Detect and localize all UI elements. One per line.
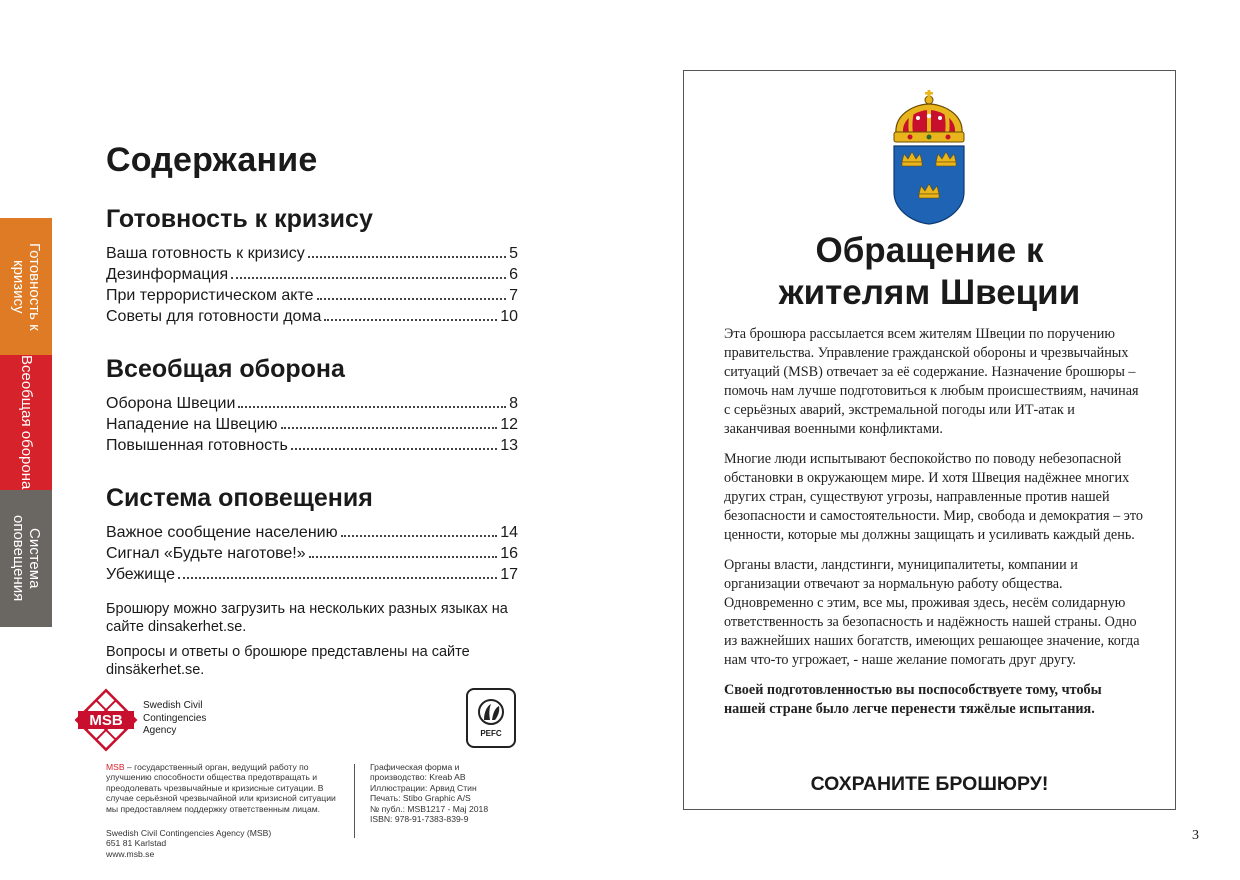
- toc-leader-dots: [308, 256, 506, 258]
- toc-section-heading: Всеобщая оборона: [106, 355, 345, 383]
- credit-line: № публ.: MSB1217 - Maj 2018: [370, 803, 489, 814]
- page-number: 3: [1192, 828, 1199, 843]
- toc-entry-page: 14: [500, 524, 518, 541]
- toc-entry-page: 16: [500, 545, 518, 562]
- toc-section-heading: Готовность к кризису: [106, 205, 373, 233]
- toc-leader-dots: [231, 277, 506, 279]
- msb-address: [106, 828, 342, 859]
- pefc-logo: [466, 688, 516, 748]
- toc-entry-page: 13: [500, 437, 518, 454]
- toc-entry-label: Повышенная готовность: [106, 437, 288, 454]
- toc-entry-page: 7: [509, 287, 518, 304]
- msb-name-line: Agency: [143, 725, 177, 736]
- toc-entry[interactable]: [106, 393, 518, 414]
- toc-entry-label: Ваша готовность к кризису: [106, 245, 305, 262]
- toc-entry[interactable]: [106, 243, 518, 264]
- toc-entry-label: Нападение на Швецию: [106, 416, 278, 433]
- toc-entry[interactable]: [106, 543, 518, 564]
- divider: [354, 764, 355, 838]
- pefc-tree-icon: [475, 698, 507, 726]
- toc-entry-page: 8: [509, 395, 518, 412]
- toc-leader-dots: [178, 577, 497, 579]
- credit-line: Графическая форма и: [370, 762, 460, 772]
- toc-entry[interactable]: [106, 306, 518, 327]
- toc-entry-label: При террористическом акте: [106, 287, 314, 304]
- side-tab-crisis-preparedness[interactable]: [0, 218, 52, 355]
- side-tab-label: Готовность к кризису: [10, 242, 43, 331]
- toc-section-warning: [106, 484, 518, 585]
- address-title: [683, 230, 1176, 314]
- side-tab-warning-system[interactable]: [0, 490, 52, 627]
- toc-entry-label: Сигнал «Будьте наготове!»: [106, 545, 306, 562]
- pefc-label: PEFC: [480, 729, 502, 738]
- toc-title: Содержание: [106, 141, 318, 179]
- address-title-line: Обращение к: [815, 231, 1044, 270]
- toc-entry[interactable]: [106, 564, 518, 585]
- coat-of-arms-icon: [888, 90, 970, 226]
- toc-entry-page: 6: [509, 266, 518, 283]
- address-body: [724, 325, 1144, 730]
- toc-leader-dots: [291, 448, 497, 450]
- msb-logo-text: MSB: [89, 712, 123, 729]
- toc-entry[interactable]: [106, 414, 518, 435]
- toc-entry[interactable]: [106, 522, 518, 543]
- toc-entry[interactable]: [106, 285, 518, 306]
- toc-section-crisis: [106, 205, 518, 327]
- toc-entry-label: Убежище: [106, 566, 176, 583]
- toc-leader-dots: [238, 406, 506, 408]
- side-tab-label: Система оповещения: [10, 515, 43, 602]
- credit-line: Печать: Stibo Graphic A/S: [370, 793, 471, 804]
- toc-entry-page: 17: [500, 566, 518, 583]
- toc-entry-label: Дезинформация: [106, 266, 229, 283]
- address-paragraph: Эта брошюра рассылается всем жителям Швеции по поручению правительства. Управление гражданской обороны и чрезвычайных ситуаций (MSB) отвечает за её содержание. Назначение брошюры – помочь нам лучше подготовиться к любым происшествиям, начиная с серьёзных аварий, экстремальной погоды или ИТ-атак и заканчивая военными конфликтами.: [724, 326, 1139, 437]
- msb-website[interactable]: www.msb.se: [106, 848, 155, 859]
- toc-leader-dots: [324, 319, 497, 321]
- address-paragraph: Органы власти, ландстинги, муниципалитеты, компании и организации отвечают за нормальную работу общества. Одновременно с этим, все мы, проживая здесь, несём солидарную ответственность за безопасность и надёжность нашей страны. Одно из важнейших наших богатств, имеющих решающее значение, когда нам что-то угрожает, - наше желание помогать друг другу.: [724, 557, 1140, 668]
- address-bold-paragraph: Своей подготовленностью вы поспособствуете тому, чтобы нашей стране было легче перенести тяжёлые испытания.: [724, 682, 1102, 717]
- credit-line: ISBN: 978-91-7383-839-9: [370, 814, 469, 825]
- toc-entry[interactable]: [106, 435, 518, 456]
- download-note: Брошюру можно загрузить на нескольких разных языках на сайте dinsakerhet.se.: [106, 601, 508, 635]
- toc-section-defence: [106, 355, 518, 456]
- toc-entry-label: Советы для готовности дома: [106, 308, 322, 325]
- toc-entry-page: 10: [500, 308, 518, 325]
- msb-name-line: Contingencies: [143, 712, 207, 724]
- toc-entry-label: Оборона Швеции: [106, 395, 236, 412]
- msb-address-line: 651 81 Karlstad: [106, 838, 167, 849]
- msb-name-line: Swedish Civil: [143, 700, 203, 711]
- toc-leader-dots: [317, 298, 507, 300]
- msb-agency-name: [143, 700, 206, 738]
- credit-line: Иллюстрации: Арвид Стин: [370, 782, 477, 793]
- toc-entry[interactable]: [106, 264, 518, 285]
- msb-description: [106, 762, 342, 814]
- toc-leader-dots: [281, 427, 498, 429]
- msb-address-line: Swedish Civil Contingencies Agency (MSB): [106, 828, 272, 838]
- side-tab-label: Всеобщая оборона: [18, 355, 35, 490]
- toc-entry-page: 5: [509, 245, 518, 262]
- msb-description-text: – государственный орган, ведущий работу по улучшению способности общества предотвращать и преодолевать чрезвычайные и кризисные ситуации. В случае серьёзной чрезвычайной или кризисной ситуации мы предоставляем поддержку ответственным лицам.: [106, 762, 336, 814]
- msb-logo-icon: [74, 688, 138, 752]
- qa-note: Вопросы и ответы о брошюре представлены на сайте dinsäkerhet.se.: [106, 644, 470, 678]
- toc-entry-page: 12: [500, 416, 518, 433]
- side-tab-total-defence[interactable]: [0, 355, 52, 490]
- toc-section-heading: Система оповещения: [106, 484, 373, 512]
- address-title-line: жителям Швеции: [778, 273, 1081, 312]
- toc-leader-dots: [341, 535, 498, 537]
- keep-brochure-callout: СОХРАНИТЕ БРОШЮРУ!: [810, 773, 1049, 795]
- credit-line: производство: Kreab AB: [370, 772, 466, 783]
- toc-entry-label: Важное сообщение населению: [106, 524, 338, 541]
- msb-abbrev: MSB: [106, 762, 125, 772]
- toc-leader-dots: [309, 556, 498, 558]
- production-credits: [370, 762, 540, 824]
- address-paragraph: Многие люди испытывают беспокойство по поводу небезопасной обстановки в окружающем мире. И хотя Швеция надёжнее многих других стран, существуют угрозы, направленные против нашей безопасности и самостоятельности. Мир, свобода и демократия – это ценности, которые мы должны защищать и усиливать каждый день.: [724, 451, 1143, 543]
